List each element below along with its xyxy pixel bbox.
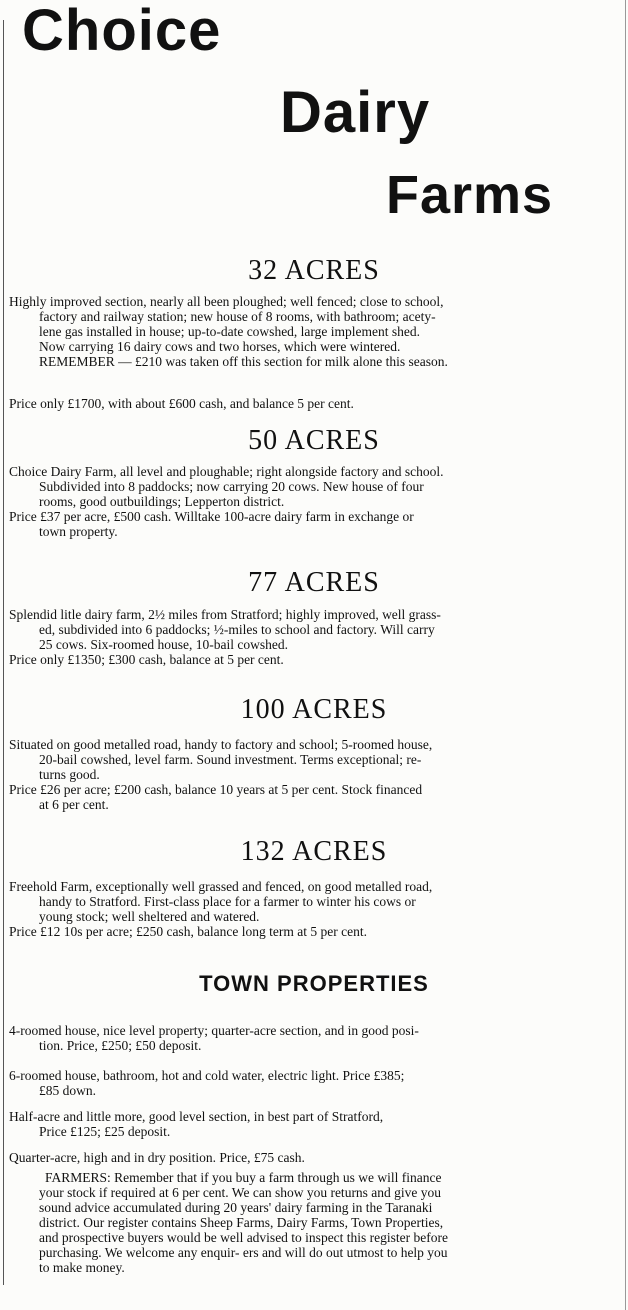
price-line: Price £12 10s per acre; £250 cash, balance long term at 5 per cent. bbox=[9, 924, 367, 939]
text-line: Now carrying 16 dairy cows and two horses, which were wintered. bbox=[39, 339, 401, 354]
listing-text-77 bbox=[9, 607, 599, 667]
listing-heading-132: 132 ACRES bbox=[240, 836, 388, 867]
column-rule-left bbox=[3, 20, 4, 1285]
text-line: tion. Price, £250; £50 deposit. bbox=[39, 1038, 202, 1053]
listing-price-32 bbox=[9, 396, 599, 411]
listing-text-32 bbox=[9, 294, 599, 369]
listing-heading-77: 77 ACRES bbox=[248, 567, 380, 598]
column-rule-right bbox=[625, 0, 626, 1310]
price-line: Price £37 per acre, £500 cash. Willtake 100-acre dairy farm in exchange or bbox=[9, 509, 414, 524]
text-line: to make money. bbox=[39, 1260, 125, 1275]
price-line-cont: town property. bbox=[39, 524, 118, 539]
town-item-4 bbox=[9, 1150, 599, 1165]
listing-heading-100: 100 ACRES bbox=[240, 694, 388, 725]
text-line: Choice Dairy Farm, all level and ploughable; right alongside factory and school. bbox=[9, 464, 444, 479]
text-line: handy to Stratford. First-class place for a farmer to winter his cows or bbox=[39, 894, 416, 909]
text-line: rooms, good outbuildings; Lepperton district. bbox=[39, 494, 285, 509]
text-line: 6-roomed house, bathroom, hot and cold water, electric light. Price £385; bbox=[9, 1068, 405, 1083]
listing-text-132 bbox=[9, 879, 599, 939]
text-line: purchasing. We welcome any enquir- ers and will do out utmost to help you bbox=[39, 1245, 448, 1260]
text-line: REMEMBER — £210 was taken off this section for milk alone this season. bbox=[39, 354, 448, 369]
text-line: factory and railway station; new house of 8 rooms, with bathroom; acety- bbox=[39, 309, 436, 324]
text-line: £85 down. bbox=[39, 1083, 96, 1098]
text-line: young stock; well sheltered and watered. bbox=[39, 909, 260, 924]
listing-heading-50: 50 ACRES bbox=[248, 425, 380, 456]
listing-heading-32: 32 ACRES bbox=[248, 255, 380, 286]
text-line: 25 cows. Six-roomed house, 10-bail cowshed. bbox=[39, 637, 288, 652]
price-line-cont: at 6 per cent. bbox=[39, 797, 109, 812]
text-line: Highly improved section, nearly all been ploughed; well fenced; close to school, bbox=[9, 294, 444, 309]
town-properties-heading: TOWN PROPERTIES bbox=[199, 971, 429, 996]
text-line: and prospective buyers would be well advised to inspect this register before bbox=[39, 1230, 449, 1245]
text-line: 20-bail cowshed, level farm. Sound investment. Terms exceptional; re- bbox=[39, 752, 422, 767]
text-line: Quarter-acre, high and in dry position. Price, £75 cash. bbox=[9, 1150, 305, 1165]
headline-dairy: Dairy bbox=[280, 80, 431, 145]
text-line: Situated on good metalled road, handy to factory and school; 5-roomed house, bbox=[9, 737, 433, 752]
text-line: Price £125; £25 deposit. bbox=[39, 1124, 171, 1139]
listing-text-100 bbox=[9, 737, 599, 812]
text-line: your stock if required at 6 per cent. We can show you returns and give you bbox=[39, 1185, 442, 1200]
price-line: Price £26 per acre; £200 cash, balance 10 years at 5 per cent. Stock financed bbox=[9, 782, 423, 797]
town-item-2 bbox=[9, 1068, 599, 1098]
text-line: Half-acre and little more, good level section, in best part of Stratford, bbox=[9, 1109, 384, 1124]
text-line: turns good. bbox=[39, 767, 100, 782]
price-line: Price only £1700, with about £600 cash, and balance 5 per cent. bbox=[9, 396, 354, 411]
farmers-note bbox=[9, 1170, 599, 1275]
text-line: Splendid litle dairy farm, 2½ miles from Stratford; highly improved, well grass- bbox=[9, 607, 441, 622]
text-line: ed, subdivided into 6 paddocks; ½-miles to school and factory. Will carry bbox=[39, 622, 435, 637]
text-line: Subdivided into 8 paddocks; now carrying 20 cows. New house of four bbox=[39, 479, 424, 494]
price-line: Price only £1350; £300 cash, balance at 5 per cent. bbox=[9, 652, 284, 667]
listing-text-50 bbox=[9, 464, 599, 539]
text-line: 4-roomed house, nice level property; quarter-acre section, and in good posi- bbox=[9, 1023, 419, 1038]
text-line: district. Our register contains Sheep Farms, Dairy Farms, Town Properties, bbox=[39, 1215, 444, 1230]
town-item-3 bbox=[9, 1109, 599, 1139]
town-item-1 bbox=[9, 1023, 599, 1053]
text-line: lene gas installed in house; up-to-date cowshed, large implement shed. bbox=[39, 324, 421, 339]
text-line: FARMERS: Remember that if you buy a farm through us we will finance bbox=[45, 1170, 442, 1185]
headline-choice: Choice bbox=[22, 0, 222, 63]
text-line: Freehold Farm, exceptionally well grassed and fenced, on good metalled road, bbox=[9, 879, 433, 894]
text-line: sound advice accumulated during 20 years' dairy farming in the Taranaki bbox=[39, 1200, 433, 1215]
headline-farms: Farms bbox=[386, 165, 554, 225]
